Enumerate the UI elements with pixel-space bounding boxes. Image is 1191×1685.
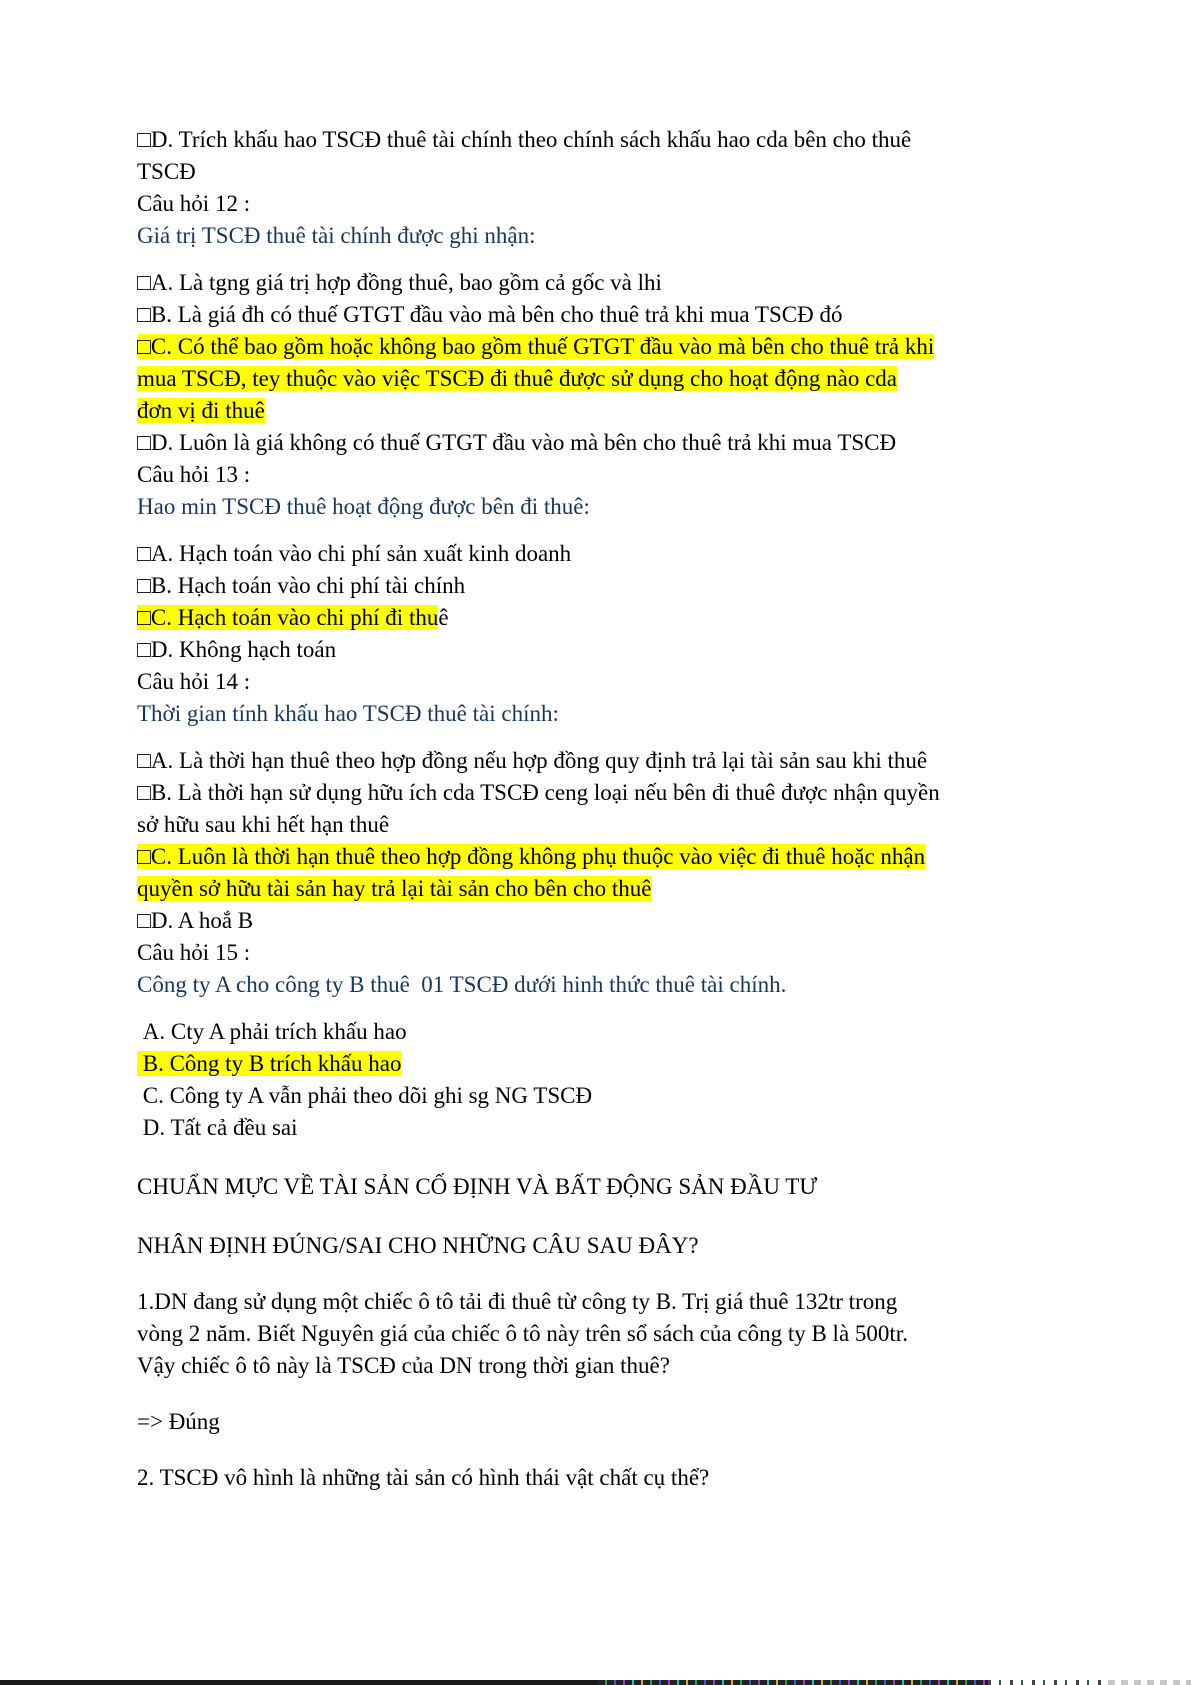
text-line [137, 1048, 1073, 1080]
paragraph-gap [137, 1382, 1073, 1406]
text-span: CHUẨN MỰC VỀ TÀI SẢN CỐ ĐỊNH VÀ BẤT ĐỘNG SẢN ĐẦU TƯ [137, 1174, 818, 1199]
text-span: Vậy chiếc ô tô này là TSCĐ của DN trong thời gian thuê? [137, 1353, 670, 1378]
footer-bar-speckled-segment [598, 1680, 988, 1685]
paragraph-gap [137, 1203, 1073, 1230]
question-text [137, 969, 1073, 1001]
highlighted-answer: đơn vị đi thuê [137, 398, 265, 423]
text-line [137, 331, 1073, 363]
text-line [137, 841, 1073, 873]
text-line [137, 459, 1073, 491]
footer-bar-light-segment [1108, 1680, 1191, 1685]
highlighted-answer: □C. Luôn là thời hạn thuê theo hợp đồng không phụ thuộc vào việc đi thuê hoặc nhận [137, 844, 926, 869]
paragraph-gap [137, 252, 1073, 267]
text-line [137, 538, 1073, 570]
text-line [137, 745, 1073, 777]
text-line [137, 427, 1073, 459]
text-line [137, 634, 1073, 666]
text-span: ê [438, 605, 449, 630]
paragraph-gap [137, 1144, 1073, 1171]
text-line [137, 363, 1073, 395]
text-line [137, 156, 1073, 188]
question-text [137, 698, 1073, 730]
paragraph-gap [137, 1262, 1073, 1286]
text-line [137, 1350, 1073, 1382]
text-span: Giá trị TSCĐ thuê tài chính được ghi nhận: [137, 223, 536, 248]
text-span: Câu hỏi 14 : [137, 669, 251, 694]
text-line [137, 188, 1073, 220]
text-span: vòng 2 năm. Biết Nguyên giá của chiếc ô tô này trên sổ sách của công ty B là 500tr. [137, 1321, 908, 1346]
text-span: D. Tất cả đều sai [137, 1115, 298, 1140]
paragraph-gap [137, 730, 1073, 745]
text-span: □B. Là giá đh có thuế GTGT đầu vào mà bên cho thuê trả khi mua TSCĐ đó [137, 302, 843, 327]
section-heading [137, 1230, 1073, 1262]
highlighted-answer: quyền sở hữu tài sản hay trả lại tài sản cho bên cho thuê [137, 876, 652, 901]
text-span: □A. Là tgng giá trị hợp đồng thuê, bao gồm cả gốc và lhi [137, 270, 662, 295]
text-span: Câu hỏi 12 : [137, 191, 251, 216]
text-span: TSCĐ [137, 159, 196, 184]
text-span: NHÂN ĐỊNH ĐÚNG/SAI CHO NHỮNG CÂU SAU ĐÂY? [137, 1233, 699, 1258]
text-span: sở hữu sau khi hết hạn thuê [137, 812, 390, 837]
text-span: Câu hỏi 13 : [137, 462, 251, 487]
paragraph-gap [137, 1001, 1073, 1016]
section-heading [137, 1171, 1073, 1203]
text-span: => Đúng [137, 1409, 220, 1434]
paragraph-gap [137, 1438, 1073, 1462]
text-span: Thời gian tính khấu hao TSCĐ thuê tài chính: [137, 701, 559, 726]
footer-bar-sparse-segment [988, 1680, 1108, 1685]
text-line [137, 777, 1073, 809]
text-span: □D. Không hạch toán [137, 637, 337, 662]
highlighted-answer: B. Công ty B trích khấu hao [137, 1051, 402, 1076]
text-line [137, 937, 1073, 969]
text-line [137, 395, 1073, 427]
text-span: 2. TSCĐ vô hình là những tài sản có hình thái vật chất cụ thể? [137, 1465, 710, 1490]
question-text [137, 491, 1073, 523]
highlighted-answer: □C. Hạch toán vào chi phí đi thu [137, 605, 439, 630]
text-span: □D. Trích khấu hao TSCĐ thuê tài chính theo chính sách khấu hao cda bên cho thuê [137, 127, 912, 152]
text-span: C. Công ty A vẫn phải theo dõi ghi sg NG TSCĐ [137, 1083, 593, 1108]
text-line [137, 1462, 1073, 1494]
text-line [137, 602, 1073, 634]
question-text [137, 220, 1073, 252]
text-span: □D. A hoắ B [137, 908, 254, 933]
text-line [137, 809, 1073, 841]
text-span: Câu hỏi 15 : [137, 940, 251, 965]
text-line [137, 1080, 1073, 1112]
text-line [137, 905, 1073, 937]
text-line [137, 124, 1073, 156]
text-span: □D. Luôn là giá không có thuế GTGT đầu vào mà bên cho thuê trả khi mua TSCĐ [137, 430, 897, 455]
text-span: □A. Là thời hạn thuê theo hợp đồng nếu hợp đồng quy định trả lại tài sản sau khi thuê [137, 748, 928, 773]
text-line [137, 1286, 1073, 1318]
paragraph-gap [137, 523, 1073, 538]
text-span: Hao min TSCĐ thuê hoạt động được bên đi thuê: [137, 494, 590, 519]
text-line [137, 1016, 1073, 1048]
highlighted-answer: □C. Có thể bao gồm hoặc không bao gồm thuế GTGT đầu vào mà bên cho thuê trả khi [137, 334, 935, 359]
footer-bar-solid-segment [0, 1680, 598, 1685]
text-line [137, 570, 1073, 602]
text-line [137, 267, 1073, 299]
text-line [137, 873, 1073, 905]
text-line [137, 666, 1073, 698]
text-line [137, 299, 1073, 331]
text-span: Công ty A cho công ty B thuê 01 TSCĐ dưới hinh thức thuê tài chính. [137, 972, 787, 997]
text-span: A. Cty A phải trích khấu hao [137, 1019, 407, 1044]
text-span: □B. Hạch toán vào chi phí tài chính [137, 573, 466, 598]
text-line [137, 1406, 1073, 1438]
text-span: 1.DN đang sử dụng một chiếc ô tô tải đi thuê từ công ty B. Trị giá thuê 132tr trong [137, 1289, 898, 1314]
text-line [137, 1318, 1073, 1350]
highlighted-answer: mua TSCĐ, tey thuộc vào việc TSCĐ đi thuê được sử dụng cho hoạt động nào cda [137, 366, 897, 391]
text-span: □B. Là thời hạn sử dụng hữu ích cda TSCĐ ceng loại nếu bên đi thuê được nhận quyền [137, 780, 940, 805]
text-span: □A. Hạch toán vào chi phí sản xuất kinh doanh [137, 541, 572, 566]
text-line [137, 1112, 1073, 1144]
footer-artifact-bar [0, 1680, 1191, 1685]
